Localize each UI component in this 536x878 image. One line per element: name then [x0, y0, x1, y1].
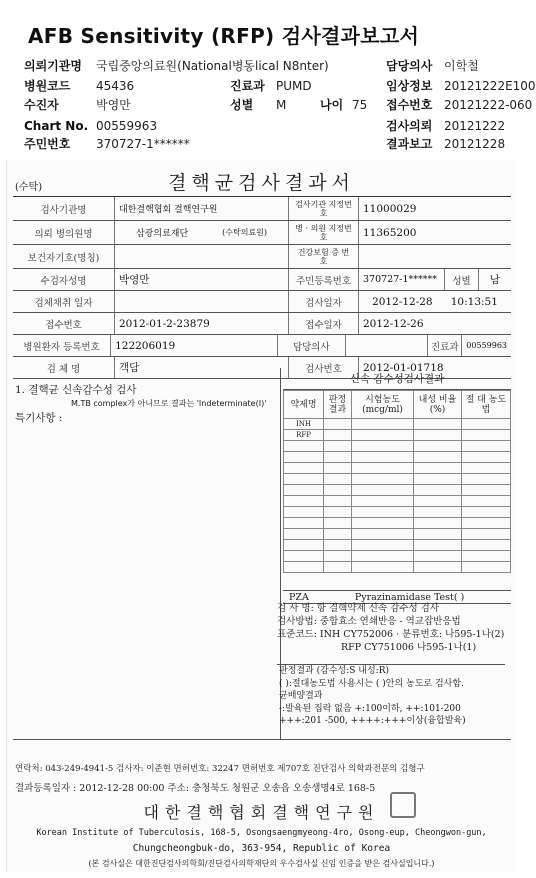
test-date-value: 2012-12-28 [372, 295, 433, 308]
value-sex: M [276, 98, 287, 112]
clinic-note: (수탁의료원) [222, 228, 268, 237]
receipt-date-value: 2012-12-26 [363, 317, 424, 330]
institute-address-line-2: Chungcheongbuk-do, 363-954, Republic of Korea [132, 843, 391, 854]
label-requesting-org: 의뢰기관명 [24, 59, 82, 73]
label-department: 진료과 [230, 79, 265, 93]
absolute-col-header: 절 대 농도법 [462, 391, 511, 419]
sensitivity-row [284, 452, 511, 463]
label-physician: 담당의사 [386, 59, 433, 73]
drug-name-cell [284, 474, 324, 485]
department-value: 00559963 [466, 341, 507, 350]
label-chart-no: Chart No. [24, 119, 89, 133]
drug-name-cell [284, 529, 324, 540]
certification-note: (본 검사실은 대한진단검사의학회/진단검사의학재단의 우수검사실 신임 인증을 받은 검사실입니다.) [88, 859, 435, 868]
contact-line: 연락처: 043-249-4941-5 검사자: 이준현 면허번호: 32247 면허번호 제707호 진단검사 의학과전문의 김형구 [15, 764, 425, 774]
sensitivity-row [284, 496, 511, 507]
sensitivity-cell [462, 529, 511, 540]
clinic-value-cell [115, 221, 289, 244]
sensitivity-cell [462, 518, 511, 529]
label-report-date: 결과보고 [386, 137, 433, 151]
patient-name-value: 박영만 [115, 269, 289, 290]
sensitivity-cell [414, 419, 462, 430]
drug-name-cell [284, 463, 324, 474]
sensitivity-cell [462, 507, 511, 518]
lab-name-value: 대한결핵협회 결핵연구원 [115, 197, 289, 220]
sensitivity-cell [352, 463, 414, 474]
value-clinical-info: 20121222E100 [444, 79, 536, 93]
lab-id-value: 11000029 [363, 202, 417, 215]
sensitivity-cell [324, 485, 352, 496]
indeterminate-note: M.TB complex가 아니므로 결과는 'Indeterminate(I)' [71, 399, 267, 408]
specimen-value: 객담 [115, 357, 289, 378]
value-resident-no: 370727-1****** [96, 137, 190, 151]
sensitivity-cell [324, 441, 352, 452]
judge-line-3: 균배양결과 [279, 691, 323, 701]
institute-address-line-1: Korean Institute of Tuberculosis, 168-5, Osongsaengmyeong-4ro, Osong-eup, Cheongwon-gun, [36, 828, 487, 838]
sensitivity-title: 신속 감수성검사결과 [283, 368, 511, 390]
resident-no-value: 370727-1****** [359, 269, 445, 290]
sensitivity-row [284, 463, 511, 474]
clinic-label: 의뢰 병의원명 [13, 221, 115, 244]
sensitivity-cell [352, 441, 414, 452]
sensitivity-cell [324, 474, 352, 485]
label-hospital-code: 병원코드 [24, 79, 71, 93]
sensitivity-cell [462, 551, 511, 562]
receipt-no-label: 접수번호 [13, 313, 115, 334]
sensitivity-cell [414, 529, 462, 540]
sensitivity-cell [324, 562, 352, 573]
resistance-col-header: 내성 비율(%) [414, 391, 462, 419]
sensitivity-cell [324, 419, 352, 430]
sensitivity-cell [462, 562, 511, 573]
drug-name-cell [284, 441, 324, 452]
sensitivity-cell [352, 562, 414, 573]
physician-label: 담당의사 [278, 335, 345, 356]
drug-name-cell: INH [284, 419, 324, 430]
sensitivity-row [284, 507, 511, 518]
method-procedure: 검사방법: 중합효소 연쇄반응 - 역교잡반응법 [277, 616, 461, 627]
test-date-cell [359, 291, 511, 312]
sex-value: 남 [489, 274, 501, 286]
value-requesting-org: 국립중앙의료원(National병동lical N8nter) [96, 59, 329, 73]
sensitivity-table [283, 390, 511, 573]
drug-name-cell [284, 518, 324, 529]
report-title: AFB Sensitivity (RFP) 검사결과보고서 [28, 24, 420, 48]
sensitivity-row [284, 518, 511, 529]
insurance-symbol-label: 보건자기호(명칭) [13, 245, 115, 268]
clinic-id-value: 11365200 [363, 226, 417, 239]
sensitivity-cell [324, 507, 352, 518]
grid-row-receipt [13, 313, 511, 335]
sensitivity-cell [462, 474, 511, 485]
method-test-name: 검 사 명: 항 결핵약제 신속 감수성 검사 [277, 603, 439, 614]
test-no-label: 검사번호 [289, 357, 359, 378]
label-clinical-info: 임상정보 [386, 79, 433, 93]
resident-no-label: 주민등록번호 [289, 269, 359, 290]
sensitivity-cell [352, 507, 414, 518]
sensitivity-cell [324, 496, 352, 507]
sensitivity-cell [352, 485, 414, 496]
drug-name-cell [284, 562, 324, 573]
grid-row-lab [13, 197, 511, 221]
institute-name-korean: 대한결핵협회결핵연구원 [143, 803, 380, 822]
judge-line-2: ( ):절대농도법 사용시는 ( )안의 농도로 검사함. [279, 678, 464, 689]
registration-line: 결과등록일자 : 2012-12-28 00:00 주소: 충청북도 청원군 오송읍 오송생명4로 168-5 [15, 783, 376, 794]
sensitivity-row [284, 474, 511, 485]
drug-name-cell [284, 551, 324, 562]
collection-date-label: 검체채취 일자 [13, 291, 115, 312]
judge-line-5: +++:201 -500, ++++:+++이상(융합발육) [279, 716, 466, 726]
drug-name-cell [284, 485, 324, 496]
insurance-no-value [359, 245, 511, 268]
grid-row-registration [13, 335, 511, 357]
drug-name-cell [284, 496, 324, 507]
value-report-date: 20121228 [444, 137, 506, 151]
test-time-value: 10:13:51 [450, 295, 498, 308]
sensitivity-cell [324, 463, 352, 474]
interpretation-criteria [277, 664, 505, 740]
receipt-date-label: 접수일자 [289, 313, 359, 334]
label-patient: 수진자 [24, 98, 59, 112]
label-resident-no: 주민번호 [24, 137, 71, 151]
sensitivity-cell [462, 419, 511, 430]
sensitivity-cell [324, 540, 352, 551]
specimen-label: 검 체 명 [13, 357, 115, 378]
registration-no-label: 병원환자 등록번호 [13, 335, 111, 356]
sensitivity-cell [462, 441, 511, 452]
sensitivity-row [284, 419, 511, 430]
scanned-result-document [6, 160, 516, 872]
doc-category: (수탁) [15, 182, 43, 193]
sensitivity-cell [324, 551, 352, 562]
sensitivity-cell [414, 540, 462, 551]
grid-row-insurance [13, 245, 511, 269]
sensitivity-cell [414, 441, 462, 452]
sensitivity-cell [462, 485, 511, 496]
sensitivity-cell [414, 551, 462, 562]
patient-name-label: 수검자성명 [13, 269, 115, 290]
official-seal-icon [390, 792, 416, 818]
pza-label: PZA [289, 591, 309, 603]
sensitivity-cell [352, 518, 414, 529]
sensitivity-cell [352, 452, 414, 463]
test-method [277, 602, 505, 654]
value-request-date: 20121222 [444, 119, 506, 133]
sensitivity-cell [462, 430, 511, 441]
test-heading: 1. 결핵균 신속감수성 검사 [15, 384, 137, 396]
sensitivity-cell [324, 529, 352, 540]
sensitivity-row [284, 540, 511, 551]
sensitivity-row [284, 441, 511, 452]
value-receipt-no: 20121222-060 [444, 98, 533, 112]
physician-value [346, 335, 429, 356]
grid-row-collection [13, 291, 511, 313]
sensitivity-cell [414, 507, 462, 518]
lab-id-label: 검사기관 지정번호 [289, 197, 359, 220]
sensitivity-cell [414, 496, 462, 507]
value-department: PUMD [276, 79, 312, 93]
value-hospital-code: 45436 [96, 79, 135, 93]
insurance-symbol-value [115, 245, 289, 268]
grid-row-patient [13, 269, 511, 291]
sensitivity-cell [414, 474, 462, 485]
value-physician: 이학철 [444, 59, 479, 73]
method-rfp-code: RFP CY751006 나595-1나(1) [341, 642, 477, 653]
insurance-no-label: 건강보험 증 번 호 [289, 245, 359, 268]
doc-title: 결핵균검사결과서 [168, 172, 355, 194]
clinic-value: 삼광의료재단 [135, 229, 189, 239]
sex-label: 성별 [445, 269, 479, 290]
sensitivity-cell [352, 430, 414, 441]
sensitivity-cell [414, 485, 462, 496]
sensitivity-row [284, 485, 511, 496]
judge-line-4: -:발육된 집락 없음 +:100이하, ++:101-200 [279, 703, 461, 714]
result-col-header: 판정 결과 [324, 391, 352, 419]
department-label: 진료과 [428, 335, 462, 356]
value-age: 75 [352, 98, 368, 112]
sensitivity-cell [462, 452, 511, 463]
drug-name-cell [284, 452, 324, 463]
receipt-no-value: 2012-01-2-23879 [115, 313, 289, 334]
sensitivity-cell [414, 463, 462, 474]
judge-line-1: 판정결과 (감수성:S 내성:R) [279, 666, 389, 676]
sensitivity-header-row [284, 391, 511, 419]
pza-test: Pyrazinamidase Test( ) [354, 591, 465, 603]
sensitivity-cell [414, 518, 462, 529]
value-patient: 박영만 [96, 98, 131, 112]
sensitivity-row [284, 430, 511, 441]
lab-name-label: 검사기관명 [13, 197, 115, 220]
sensitivity-cell [462, 540, 511, 551]
drug-name-cell [284, 540, 324, 551]
drug-name-cell [284, 507, 324, 518]
grid-row-clinic [13, 221, 511, 245]
sensitivity-row [284, 562, 511, 573]
sensitivity-row [284, 551, 511, 562]
label-age: 나이 [320, 98, 344, 112]
sensitivity-cell [462, 496, 511, 507]
drug-col-header: 약제명 [284, 391, 324, 419]
sensitivity-cell [352, 474, 414, 485]
test-no-value: 2012-01-01718 [363, 361, 444, 374]
drug-name-cell: RFP [284, 430, 324, 441]
test-date-label: 검사일자 [289, 291, 359, 312]
label-receipt-no: 접수번호 [386, 98, 433, 112]
sensitivity-cell [414, 562, 462, 573]
sensitivity-cell [414, 430, 462, 441]
sensitivity-cell [352, 496, 414, 507]
sensitivity-cell [462, 463, 511, 474]
sensitivity-cell [414, 452, 462, 463]
sensitivity-cell [352, 540, 414, 551]
value-chart-no: 00559963 [96, 119, 158, 133]
sensitivity-cell [324, 452, 352, 463]
clinic-id-label: 병 · 의원 지정번호 [289, 221, 359, 244]
remarks-label: 특기사항 : [15, 412, 63, 424]
registration-no-value: 122206019 [111, 335, 278, 356]
concentration-col-header: 시험농도 (mcg/ml) [352, 391, 414, 419]
sensitivity-cell [324, 430, 352, 441]
label-sex: 성별 [230, 98, 254, 112]
sensitivity-cell [352, 419, 414, 430]
result-comments [13, 368, 281, 739]
collection-date-value [115, 291, 289, 312]
sensitivity-cell [324, 518, 352, 529]
info-grid [13, 196, 511, 379]
method-standard-code: 표준코드: INH CY752006 · 분류번호: 나595-1나(2) [277, 629, 505, 640]
label-request-date: 검사의뢰 [386, 119, 433, 133]
sensitivity-row [284, 529, 511, 540]
sensitivity-body [284, 419, 511, 573]
sensitivity-cell [352, 529, 414, 540]
sensitivity-cell [352, 551, 414, 562]
